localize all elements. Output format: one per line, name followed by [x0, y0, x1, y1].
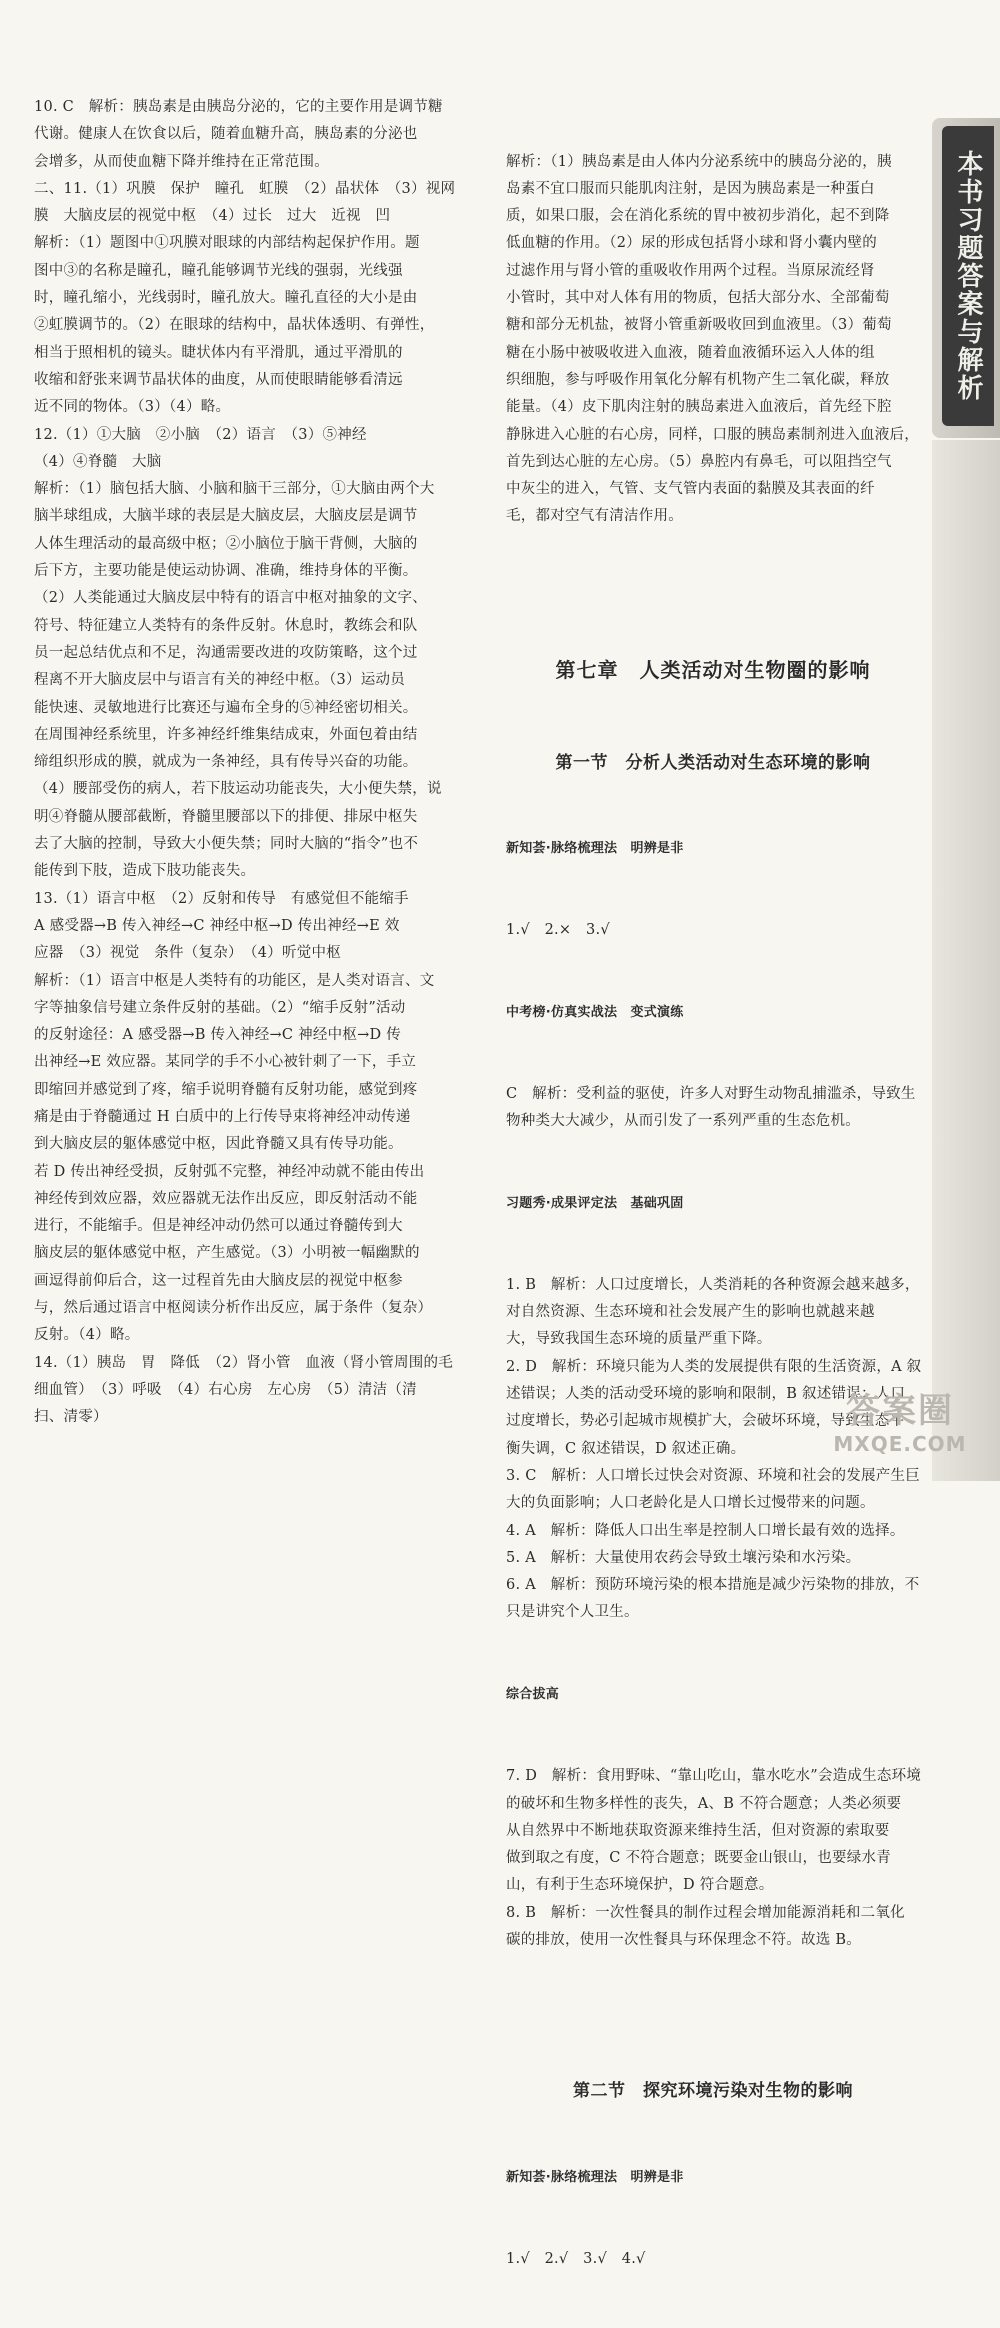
text-line: 细血管） （3）呼吸 （4）右心房 左心房 （5）清洁（清 — [34, 1381, 417, 1398]
text-line: 的反射途径：A 感受器→B 传入神经→C 神经中枢→D 传 — [34, 1027, 401, 1044]
text-line: 近不同的物体。（3）（4）略。 — [34, 399, 231, 416]
text-line: 员一起总结优点和不足，沟通需要改进的攻防策略，这个过 — [34, 644, 418, 661]
s1-subheading-1: 新知荟·脉络梳理法 明辨是非 — [506, 841, 684, 857]
text-line: 图中③的名称是瞳孔，瞳孔能够调节光线的强弱，光线强 — [34, 262, 403, 279]
text-line: 符号、特征建立人类特有的条件反射。休息时，教练会和队 — [34, 617, 418, 634]
text-line: 毛，都对空气有清洁作用。 — [506, 508, 683, 525]
text-line: 与，然后通过语言中枢阅读分析作出反应，属于条件（复杂） — [34, 1300, 433, 1317]
right-top-block — [506, 149, 920, 531]
text-line: 14.（1）胰岛 胃 降低 （2）肾小管 血液（肾小管周围的毛 — [34, 1354, 454, 1371]
chapter-title: 第七章 人类活动对生物圈的影响 — [555, 657, 871, 682]
text-line: ②虹膜调节的。（2）在眼球的结构中，晶状体透明、有弹性， — [34, 317, 435, 334]
text-line: 岛素不宜口服而只能肌肉注射，是因为胰岛素是一种蛋白 — [506, 180, 875, 197]
text-line: A 感受器→B 传入神经→C 神经中枢→D 传出神经→E 效 — [34, 917, 400, 934]
text-line: 能量。（4）皮下肌肉注射的胰岛素进入血液后，首先经下腔 — [506, 399, 892, 416]
text-line: 反射。（4）略。 — [34, 1327, 140, 1344]
text-line: 4. A 解析：降低人口出生率是控制人口增长最有效的选择。 — [506, 1522, 905, 1539]
text-line: 收缩和舒张来调节晶状体的曲度，从而使眼睛能够看清远 — [34, 371, 403, 388]
text-line: 10. C 解析：胰岛素是由胰岛分泌的，它的主要作用是调节糖 — [34, 99, 443, 115]
text-line: 小管时，其中对人体有用的物质，包括大部分水、全部葡萄 — [506, 290, 890, 307]
text-line: 低血糖的作用。（2）尿的形成包括肾小球和肾小囊内壁的 — [506, 235, 877, 252]
text-line: 二、11.（1）巩膜 保护 瞳孔 虹膜 （2）晶状体 （3）视网 — [34, 180, 456, 197]
text-line: 脑半球组成，大脑半球的表层是大脑皮层，大脑皮层是调节 — [34, 508, 418, 525]
text-line: 扫、清零） — [34, 1409, 108, 1426]
text-line: 糖和部分无机盐，被肾小管重新吸收回到血液里。（3）葡萄 — [506, 317, 892, 334]
text-line: 2. D 解析：环境只能为人类的发展提供有限的生活资源，A 叙 — [506, 1358, 922, 1375]
text-line: 12.（1）①大脑 ②小脑 （2）语言 （3）⑤神经 — [34, 426, 367, 443]
text-line: 做到取之有度，C 不符合题意；既要金山银山，也要绿水青 — [506, 1850, 891, 1867]
side-tab-label: 本书习题答案与解析 — [942, 126, 994, 426]
right-edge-strip — [932, 440, 1000, 1481]
text-line: 对自然资源、生态环境和社会发展产生的影响也就越来越 — [506, 1304, 875, 1321]
text-line: 到大脑皮层的躯体感觉中枢，因此脊髓又具有传导功能。 — [34, 1136, 403, 1153]
watermark-logo-text: 答案圈 — [846, 1391, 954, 1431]
text-line: 能传到下肢，造成下肢功能丧失。 — [34, 863, 256, 880]
text-line: 进行，不能缩手。但是神经冲动仍然可以通过脊髓传到大 — [34, 1218, 403, 1235]
text-line: 糖在小肠中被吸收进入血液，随着血液循环运入人体的组 — [506, 344, 875, 361]
text-line: 程离不开大脑皮层中与语言有关的神经中枢。（3）运动员 — [34, 672, 405, 689]
text-line: 能快速、灵敏地进行比赛还与遍布全身的⑤神经密切相关。 — [34, 699, 418, 716]
text-line: 时，瞳孔缩小，光线弱时，瞳孔放大。瞳孔直径的大小是由 — [34, 290, 418, 307]
text-line: 膜 大脑皮层的视觉中枢 （4）过长 过大 近视 凹 — [34, 208, 391, 225]
text-line: 解析：（1）脑包括大脑、小脑和脑干三部分，①大脑由两个大 — [34, 481, 435, 498]
text-line: 7. D 解析：食用野味、“靠山吃山，靠水吃水”会造成生态环境 — [506, 1768, 922, 1785]
text-line: 1. B 解析：人口过度增长，人类消耗的各种资源会越来越多， — [506, 1276, 920, 1293]
text-line: 质，如果口服，会在消化系统的胃中被初步消化，起不到降 — [506, 208, 890, 225]
text-line: 神经传到效应器，效应器就无法作出反应，即反射活动不能 — [34, 1190, 418, 1207]
text-line: 大，导致我国生态环境的质量严重下降。 — [506, 1331, 772, 1348]
text-line: 解析：（1）题图中①巩膜对眼球的内部结构起保护作用。题 — [34, 235, 420, 252]
s1-subheading-2: 中考榜·仿真实战法 变式演练 — [506, 1004, 684, 1020]
text-line: 只是讲究个人卫生。 — [506, 1604, 639, 1621]
text-line: 述错误；人类的活动受环境的影响和限制，B 叙述错误；人口 — [506, 1386, 906, 1403]
s1-answers-1: 1.√ 2.× 3.√ — [506, 922, 610, 939]
text-line: 从自然界中不断地获取资源来维持生活，但对资源的索取要 — [506, 1822, 890, 1839]
text-line: 6. A 解析：预防环境污染的根本措施是减少污染物的排放，不 — [506, 1577, 920, 1594]
text-line: 应器 （3）视觉 条件（复杂） （4）听觉中枢 — [34, 945, 341, 962]
text-line: 3. C 解析：人口增长过快会对资源、环境和社会的发展产生巨 — [506, 1467, 921, 1484]
text-line: 出神经→E 效应器。某同学的手不小心被针刺了一下，手立 — [34, 1054, 417, 1071]
s1-subheading-3: 习题秀·成果评定法 基础巩固 — [506, 1195, 684, 1211]
text-line: 织细胞，参与呼吸作用氧化分解有机物产生二氧化碳，释放 — [506, 371, 890, 388]
text-line: 5. A 解析：大量使用农药会导致土壤污染和水污染。 — [506, 1549, 861, 1566]
text-line: 8. B 解析：一次性餐具的制作过程会增加能源消耗和二氧化 — [506, 1904, 905, 1921]
text-line: C 解析：受利益的驱使，许多人对野生动物乱捕滥杀，导致生 — [506, 1085, 916, 1102]
text-line: 山，有利于生态环境保护，D 符合题意。 — [506, 1877, 774, 1894]
text-line: （4）腰部受伤的病人，若下肢运动功能丧失，大小便失禁，说 — [34, 781, 442, 798]
text-line: 的破坏和生物多样性的丧失，A、B 不符合题意；人类必须要 — [506, 1795, 902, 1812]
text-line: 明④脊髓从腰部截断，脊髓里腰部以下的排便、排尿中枢失 — [34, 808, 418, 825]
text-line: 若 D 传出神经受损，反射弧不完整，神经冲动就不能由传出 — [34, 1163, 425, 1180]
s1-block-4 — [506, 1763, 920, 1954]
text-line: 静脉进入心脏的右心房，同样，口服的胰岛素制剂进入血液后， — [506, 426, 919, 443]
text-line: 字等抽象信号建立条件反射的基础。（2）“缩手反射”活动 — [34, 999, 406, 1016]
text-line: 痛是由于脊髓通过 H 白质中的上行传导束将神经冲动传递 — [34, 1108, 411, 1125]
text-line: 中灰尘的进入，气管、支气管内表面的黏膜及其表面的纤 — [506, 481, 875, 498]
text-line: 相当于照相机的镜头。睫状体内有平滑肌，通过平滑肌的 — [34, 344, 403, 361]
text-line: 代谢。健康人在饮食以后，随着血糖升高，胰岛素的分泌也 — [34, 126, 418, 143]
text-line: 即缩回并感觉到了疼，缩手说明脊髓有反射功能，感觉到疼 — [34, 1081, 418, 1098]
text-line: （2）人类能通过大脑皮层中特有的语言中枢对抽象的文字、 — [34, 590, 427, 607]
text-line: 画逗得前仰后合，这一过程首先由大脑皮层的视觉中枢参 — [34, 1272, 403, 1289]
watermark-url: MXQE.COM — [833, 1432, 967, 1456]
text-line: 大的负面影响；人口老龄化是人口增长过慢带来的问题。 — [506, 1495, 875, 1512]
text-line: 过度增长，势必引起城市规模扩大，会破坏环境，导致生态平 — [506, 1413, 905, 1430]
text-line: 衡失调，C 叙述错误，D 叙述正确。 — [506, 1440, 746, 1457]
text-line: 后下方，主要功能是使运动协调、准确，维持身体的平衡。 — [34, 563, 418, 580]
section-1-title: 第一节 分析人类活动对生态环境的影响 — [555, 752, 871, 773]
text-line: 在周围神经系统里，许多神经纤维集结成束，外面包着由结 — [34, 726, 418, 743]
text-line: 人体生理活动的最高级中枢；②小脑位于脑干背侧，大脑的 — [34, 535, 418, 552]
s2-subheading-1: 新知荟·脉络梳理法 明辨是非 — [506, 2170, 684, 2186]
text-line: 首先到达心脏的左心房。（5）鼻腔内有鼻毛，可以阻挡空气 — [506, 453, 892, 470]
left-column — [34, 94, 474, 1432]
text-line: 物种类大大减少，从而引发了一系列严重的生态危机。 — [506, 1113, 860, 1130]
text-line: 碳的排放，使用一次性餐具与环保理念不符。故选 B。 — [506, 1932, 862, 1948]
right-column — [506, 94, 920, 2328]
text-line: 解析：（1）语言中枢是人类特有的功能区，是人类对语言、文 — [34, 972, 435, 989]
text-line: （4）④脊髓 大脑 — [34, 453, 162, 470]
s1-subheading-4: 综合拔高 — [506, 1687, 560, 1703]
s1-block-2 — [506, 1081, 920, 1136]
text-line: 脑皮层的躯体感觉中枢，产生感觉。（3）小明被一幅幽默的 — [34, 1245, 420, 1262]
text-line: 缔组织形成的膜，就成为一条神经，具有传导兴奋的功能。 — [34, 754, 418, 771]
section-2-title: 第二节 探究环境污染对生物的影响 — [573, 2081, 853, 2102]
s2-answers-1: 1.√ 2.√ 3.√ 4.√ — [506, 2250, 646, 2267]
text-line: 会增多，从而使血糖下降并维持在正常范围。 — [34, 153, 329, 170]
text-line: 解析：（1）胰岛素是由人体内分泌系统中的胰岛分泌的，胰 — [506, 153, 892, 170]
text-line: 去了大脑的控制，导致大小便失禁；同时大脑的“指令”也不 — [34, 836, 419, 853]
watermark-logo — [820, 1383, 980, 1456]
text-line: 13.（1）语言中枢 （2）反射和传导 有感觉但不能缩手 — [34, 890, 409, 907]
text-line: 过滤作用与肾小管的重吸收作用两个过程。当原尿流经肾 — [506, 262, 875, 279]
